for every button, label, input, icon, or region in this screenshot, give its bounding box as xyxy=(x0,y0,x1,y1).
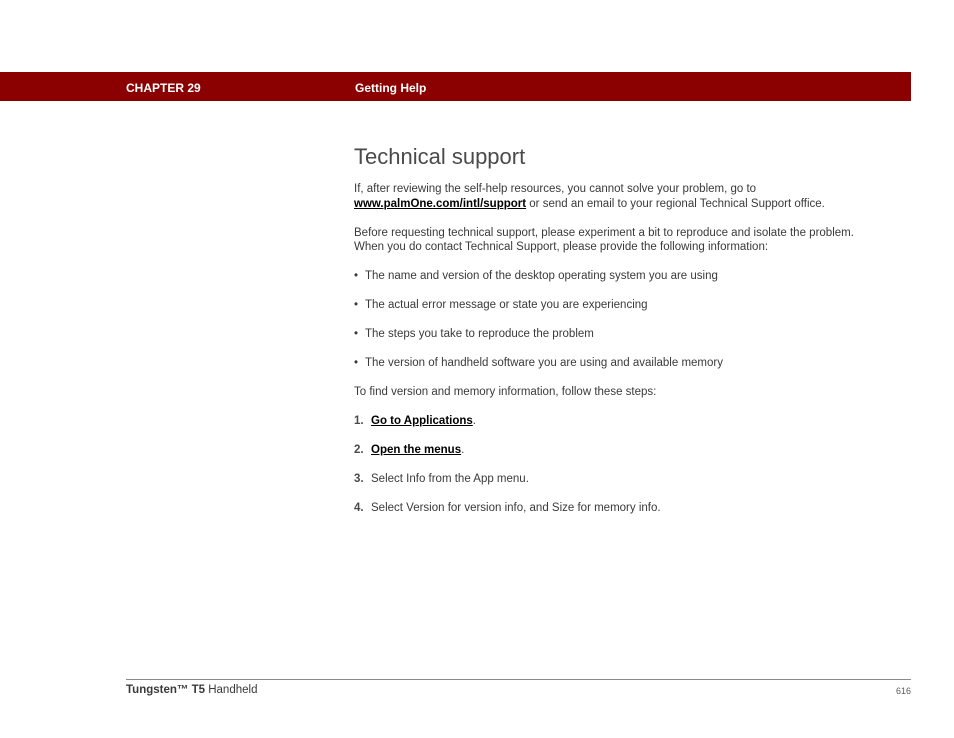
list-item xyxy=(354,298,914,313)
list-item xyxy=(354,269,914,284)
bullet-text: The actual error message or state you are experiencing xyxy=(365,299,648,311)
footer-product-name xyxy=(126,683,257,697)
step-number: 2. xyxy=(354,444,364,456)
chapter-number: CHAPTER 29 xyxy=(126,81,201,95)
bullet-icon: • xyxy=(354,270,359,282)
info-bullet-list xyxy=(354,269,914,371)
step-number: 1. xyxy=(354,415,364,427)
request-paragraph xyxy=(354,226,914,255)
steps-intro: To find version and memory information, follow these steps: xyxy=(354,386,657,398)
page-number: 616 xyxy=(895,686,911,696)
steps-list xyxy=(354,414,914,516)
bullet-icon: • xyxy=(354,299,359,311)
step-text: . xyxy=(461,444,465,456)
product-brand: Tungsten™ xyxy=(126,684,189,696)
step-number: 3. xyxy=(354,473,364,485)
list-item xyxy=(354,356,914,371)
step-item xyxy=(354,501,914,516)
intro-line-1: If, after reviewing the self-help resources, you cannot solve your problem, go to xyxy=(354,183,757,195)
step-item xyxy=(354,472,914,487)
footer-divider xyxy=(126,679,911,680)
bullet-text: The steps you take to reproduce the problem xyxy=(365,328,594,340)
bullet-icon: • xyxy=(354,357,359,369)
list-item xyxy=(354,327,914,342)
request-line-1: Before requesting technical support, please experiment a bit to reproduce and isolate the problem. xyxy=(354,226,854,239)
step-text: Select Version for version info, and Size for memory info. xyxy=(371,502,661,514)
step-text: . xyxy=(472,415,476,427)
step-text: Select Info from the App menu. xyxy=(371,473,529,485)
support-website-link[interactable]: www.palmOne.com/intl/support xyxy=(354,197,527,210)
product-suffix: Handheld xyxy=(205,684,258,696)
intro-paragraph xyxy=(354,182,914,211)
go-to-applications-link[interactable]: Go to Applications xyxy=(371,415,473,427)
chapter-title: Getting Help xyxy=(355,81,427,95)
bullet-icon: • xyxy=(354,328,359,340)
step-item xyxy=(354,414,914,429)
step-number: 4. xyxy=(354,502,364,514)
bullet-text: The version of handheld software you are using and available memory xyxy=(365,357,723,369)
step-item xyxy=(354,443,914,458)
main-content xyxy=(354,143,914,530)
request-line-2: When you do contact Technical Support, please provide the following information: xyxy=(354,241,769,253)
bullet-text: The name and version of the desktop operating system you are using xyxy=(365,270,718,282)
product-model: T5 xyxy=(191,684,206,696)
intro-text-after: or send an email to your regional Technical Support office. xyxy=(526,197,825,210)
open-the-menus-link[interactable]: Open the menus xyxy=(371,444,462,456)
page-title: Technical support xyxy=(354,144,526,169)
intro-line-2 xyxy=(354,197,914,212)
